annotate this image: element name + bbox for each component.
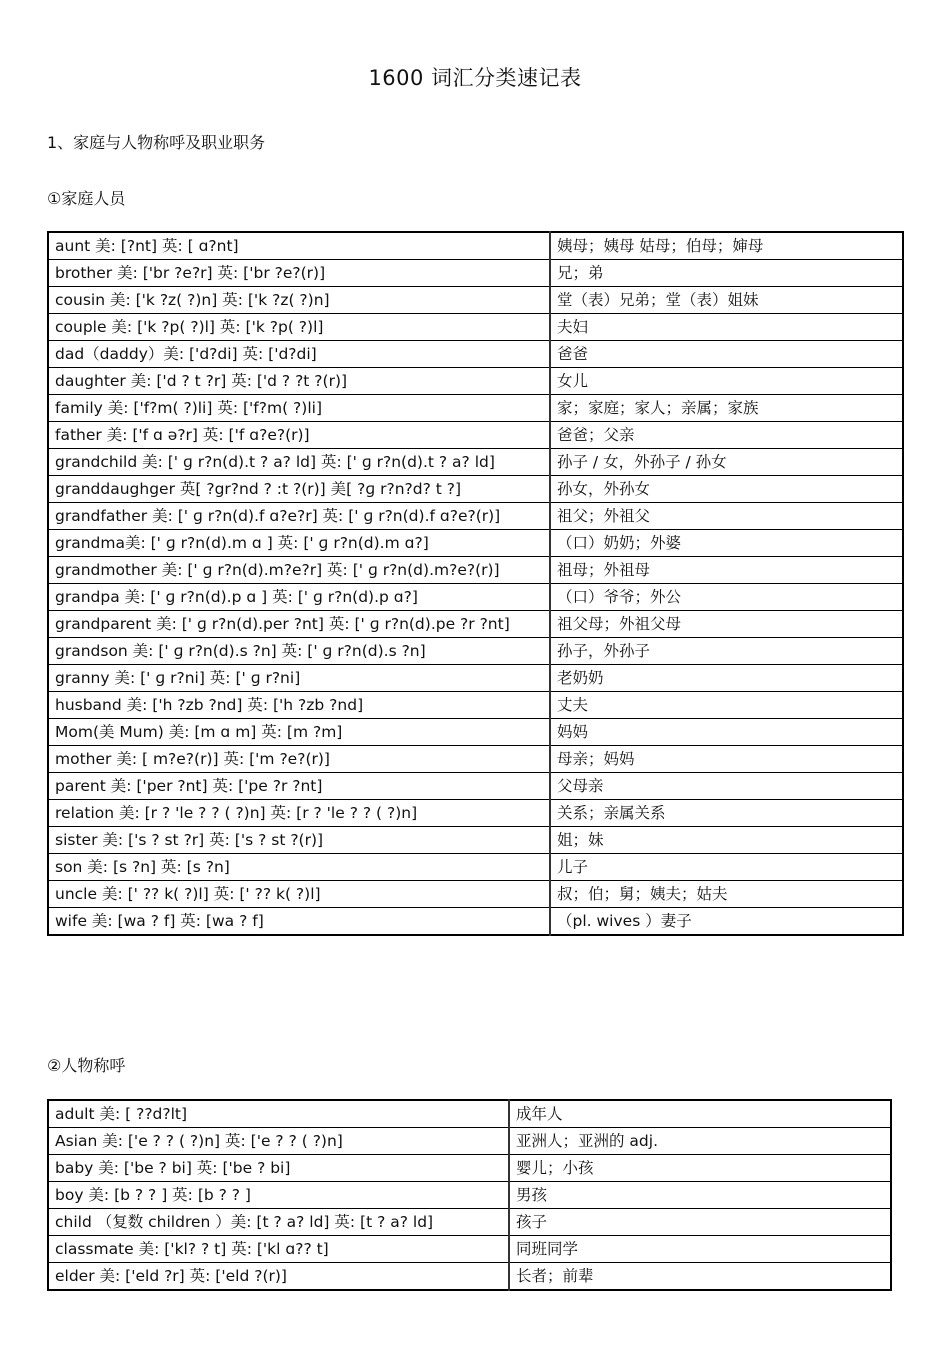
vocab-row: [48, 611, 903, 638]
meaning-cell: 男孩: [509, 1182, 891, 1209]
vocab-row: [48, 1236, 891, 1263]
vocab-row: [48, 584, 903, 611]
vocab-row: [48, 1209, 891, 1236]
meaning-cell: 妈妈: [550, 719, 903, 746]
word-phonetic-cell: mother 美: [ m?e?(r)] 英: ['m ?e?(r)]: [48, 746, 550, 773]
word-phonetic-cell: son 美: [s ?n] 英: [s ?n]: [48, 854, 550, 881]
meaning-cell: 叔；伯；舅；姨夫；姑夫: [550, 881, 903, 908]
word-phonetic-cell: parent 美: ['per ?nt] 英: ['pe ?r ?nt]: [48, 773, 550, 800]
word-phonetic-cell: grandfather 美: [' ɡ r?n(d).f ɑ?e?r] 英: [' ɡ r?n(d).f ɑ?e?(r)]: [48, 503, 550, 530]
word-phonetic-cell: aunt 美: [?nt] 英: [ ɑ?nt]: [48, 232, 550, 260]
vocab-row: [48, 692, 903, 719]
meaning-cell: 孙女，外孙女: [550, 476, 903, 503]
meaning-cell: 爸爸: [550, 341, 903, 368]
page-title: 1600 词汇分类速记表: [368, 66, 582, 90]
family-heading: ①家庭人员: [47, 189, 126, 208]
meaning-cell: 老奶奶: [550, 665, 903, 692]
vocab-row: [48, 1128, 891, 1155]
vocab-row: [48, 476, 903, 503]
meaning-cell: 丈夫: [550, 692, 903, 719]
section-heading: 1、家庭与人物称呼及职业职务: [47, 133, 266, 152]
meaning-cell: 儿子: [550, 854, 903, 881]
meaning-cell: 长者；前辈: [509, 1263, 891, 1291]
meaning-cell: 同班同学: [509, 1236, 891, 1263]
word-phonetic-cell: grandchild 美: [' ɡ r?n(d).t ? a? ld] 英: [' ɡ r?n(d).t ? a? ld]: [48, 449, 550, 476]
vocab-row: [48, 232, 903, 260]
meaning-cell: （pl. wives ）妻子: [550, 908, 903, 936]
vocab-row: [48, 1100, 891, 1128]
word-phonetic-cell: classmate 美: ['kl? ? t] 英: ['kl ɑ?? t]: [48, 1236, 509, 1263]
word-phonetic-cell: dad（daddy）美: ['d?di] 英: ['d?di]: [48, 341, 550, 368]
meaning-cell: 爸爸；父亲: [550, 422, 903, 449]
word-phonetic-cell: baby 美: ['be ? bi] 英: ['be ? bi]: [48, 1155, 509, 1182]
meaning-cell: 关系；亲属关系: [550, 800, 903, 827]
vocab-row: [48, 854, 903, 881]
vocab-row: [48, 881, 903, 908]
vocab-row: [48, 1182, 891, 1209]
word-phonetic-cell: granny 美: [' ɡ r?ni] 英: [' ɡ r?ni]: [48, 665, 550, 692]
meaning-cell: 兄；弟: [550, 260, 903, 287]
people-heading: ②人物称呼: [47, 1056, 126, 1075]
word-phonetic-cell: grandmother 美: [' ɡ r?n(d).m?e?r] 英: [' ɡ r?n(d).m?e?(r)]: [48, 557, 550, 584]
meaning-cell: （口）爷爷；外公: [550, 584, 903, 611]
family-vocab-table: [47, 231, 904, 936]
word-phonetic-cell: daughter 美: ['d ? t ?r] 英: ['d ? ?t ?(r)]: [48, 368, 550, 395]
meaning-cell: 父母亲: [550, 773, 903, 800]
meaning-cell: 成年人: [509, 1100, 891, 1128]
vocab-row: [48, 530, 903, 557]
word-phonetic-cell: adult 美: [ ??d?lt]: [48, 1100, 509, 1128]
word-phonetic-cell: grandson 美: [' ɡ r?n(d).s ?n] 英: [' ɡ r?n(d).s ?n]: [48, 638, 550, 665]
word-phonetic-cell: granddaughger 英[ ?gr?nd ? :t ?(r)] 美[ ?ɡ r?n?d? t ?]: [48, 476, 550, 503]
vocab-row: [48, 719, 903, 746]
vocab-row: [48, 368, 903, 395]
meaning-cell: （口）奶奶；外婆: [550, 530, 903, 557]
meaning-cell: 婴儿；小孩: [509, 1155, 891, 1182]
people-vocab-table: [47, 1099, 892, 1291]
vocab-row: [48, 503, 903, 530]
meaning-cell: 祖父；外祖父: [550, 503, 903, 530]
word-phonetic-cell: family 美: ['f?m( ?)li] 英: ['f?m( ?)li]: [48, 395, 550, 422]
word-phonetic-cell: brother 美: ['br ?e?r] 英: ['br ?e?(r)]: [48, 260, 550, 287]
meaning-cell: 祖父母；外祖父母: [550, 611, 903, 638]
word-phonetic-cell: husband 美: ['h ?zb ?nd] 英: ['h ?zb ?nd]: [48, 692, 550, 719]
vocab-row: [48, 908, 903, 936]
vocab-row: [48, 638, 903, 665]
word-phonetic-cell: boy 美: [b ? ? ] 英: [b ? ? ]: [48, 1182, 509, 1209]
vocab-row: [48, 800, 903, 827]
word-phonetic-cell: Mom(美 Mum) 美: [m ɑ m] 英: [m ?m]: [48, 719, 550, 746]
vocab-row: [48, 773, 903, 800]
vocab-row: [48, 422, 903, 449]
meaning-cell: 孙子 / 女，外孙子 / 孙女: [550, 449, 903, 476]
vocab-row: [48, 557, 903, 584]
word-phonetic-cell: grandma美: [' ɡ r?n(d).m ɑ ] 英: [' ɡ r?n(d).m ɑ?]: [48, 530, 550, 557]
vocab-row: [48, 746, 903, 773]
vocab-row: [48, 395, 903, 422]
meaning-cell: 姐；妹: [550, 827, 903, 854]
word-phonetic-cell: child （复数 children ）美: [t ? a? ld] 英: [t ? a? ld]: [48, 1209, 509, 1236]
vocab-row: [48, 1155, 891, 1182]
word-phonetic-cell: sister 美: ['s ? st ?r] 英: ['s ? st ?(r)]: [48, 827, 550, 854]
meaning-cell: 姨母；姨母 姑母；伯母；婶母: [550, 232, 903, 260]
meaning-cell: 堂（表）兄弟；堂（表）姐妹: [550, 287, 903, 314]
meaning-cell: 家；家庭；家人；亲属；家族: [550, 395, 903, 422]
word-phonetic-cell: elder 美: ['eld ?r] 英: ['eld ?(r)]: [48, 1263, 509, 1291]
word-phonetic-cell: grandpa 美: [' ɡ r?n(d).p ɑ ] 英: [' ɡ r?n(d).p ɑ?]: [48, 584, 550, 611]
word-phonetic-cell: relation 美: [r ? 'le ? ? ( ?)n] 英: [r ? 'le ? ? ( ?)n]: [48, 800, 550, 827]
meaning-cell: 女儿: [550, 368, 903, 395]
meaning-cell: 亚洲人；亚洲的 adj.: [509, 1128, 891, 1155]
vocab-row: [48, 1263, 891, 1291]
meaning-cell: 母亲；妈妈: [550, 746, 903, 773]
word-phonetic-cell: uncle 美: [' ?? k( ?)l] 英: [' ?? k( ?)l]: [48, 881, 550, 908]
vocab-row: [48, 287, 903, 314]
vocab-row: [48, 260, 903, 287]
word-phonetic-cell: father 美: ['f ɑ ə?r] 英: ['f ɑ?e?(r)]: [48, 422, 550, 449]
meaning-cell: 祖母；外祖母: [550, 557, 903, 584]
meaning-cell: 夫妇: [550, 314, 903, 341]
vocab-row: [48, 449, 903, 476]
vocab-row: [48, 827, 903, 854]
word-phonetic-cell: Asian 美: ['e ? ? ( ?)n] 英: ['e ? ? ( ?)n]: [48, 1128, 509, 1155]
word-phonetic-cell: grandparent 美: [' ɡ r?n(d).per ?nt] 英: [' ɡ r?n(d).pe ?r ?nt]: [48, 611, 550, 638]
word-phonetic-cell: wife 美: [wa ? f] 英: [wa ? f]: [48, 908, 550, 936]
meaning-cell: 孙子，外孙子: [550, 638, 903, 665]
vocab-row: [48, 341, 903, 368]
word-phonetic-cell: couple 美: ['k ?p( ?)l] 英: ['k ?p( ?)l]: [48, 314, 550, 341]
word-phonetic-cell: cousin 美: ['k ?z( ?)n] 英: ['k ?z( ?)n]: [48, 287, 550, 314]
vocab-row: [48, 314, 903, 341]
vocab-row: [48, 665, 903, 692]
meaning-cell: 孩子: [509, 1209, 891, 1236]
